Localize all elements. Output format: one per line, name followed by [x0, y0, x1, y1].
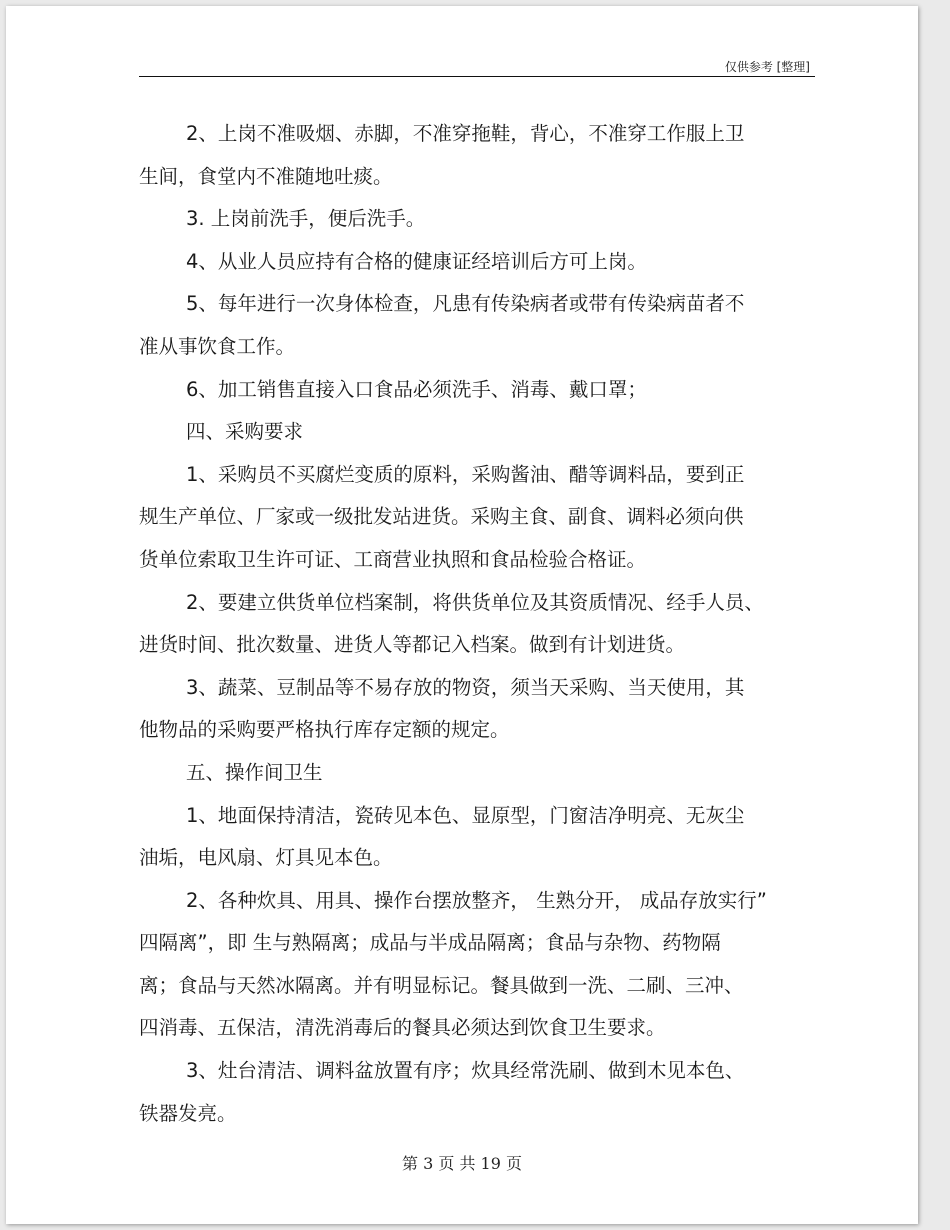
page-number: 第 3 页 共 19 页	[402, 1154, 522, 1173]
text-line: 四隔离”，即 生与熟隔离；成品与半成品隔离；食品与杂物、药物隔	[139, 931, 721, 955]
text-line: 5、每年进行一次身体检查，凡患有传染病者或带有传染病苗者不	[186, 292, 745, 316]
text-line: 4、从业人员应持有合格的健康证经培训后方可上岗。	[186, 249, 647, 273]
text-line: 1、地面保持清洁，瓷砖见本色、显原型，门窗洁净明亮、无灰尘	[186, 803, 745, 827]
text-line: 五、操作间卫生	[186, 760, 323, 784]
text-line: 2、要建立供货单位档案制，将供货单位及其资质情况、经手人员、	[186, 590, 764, 614]
document-page	[6, 6, 918, 1224]
header-divider	[139, 76, 815, 77]
text-line: 2、上岗不准吸烟、赤脚，不准穿拖鞋，背心，不准穿工作服上卫	[186, 122, 745, 145]
text-line: 生间，食堂内不准随地吐痰。	[139, 164, 393, 188]
text-line: 3. 上岗前洗手，便后洗手。	[186, 207, 426, 231]
text-line: 铁器发亮。	[139, 1101, 237, 1125]
text-line: 进货时间、批次数量、进货人等都记入档案。做到有计划进货。	[139, 633, 686, 657]
text-line: 规生产单位、厂家或一级批发站进货。采购主食、副食、调料必须向供	[139, 505, 744, 529]
text-line: 3、灶台清洁、调料盆放置有序；炊具经常洗刷、做到木见本色、	[186, 1059, 745, 1083]
text-line: 货单位索取卫生许可证、工商营业执照和食品检验合格证。	[139, 547, 647, 571]
text-line: 四、采购要求	[186, 420, 304, 444]
text-line: 2、各种炊具、用具、操作台摆放整齐， 生熟分开， 成品存放实行”	[186, 888, 767, 912]
text-line: 四消毒、五保洁，清洗消毒后的餐具必须达到饮食卫生要求。	[139, 1016, 666, 1040]
text-line: 3、蔬菜、豆制品等不易存放的物资，须当天采购、当天使用，其	[186, 675, 745, 699]
text-line: 离；食品与天然冰隔离。并有明显标记。餐具做到一洗、二刷、三冲、	[139, 973, 744, 997]
text-line: 1、采购员不买腐烂变质的原料，采购酱油、醋等调料品，要到正	[186, 462, 745, 486]
document-body	[139, 113, 789, 1135]
text-line: 准从事饮食工作。	[139, 334, 296, 358]
text-line: 6、加工销售直接入口食品必须洗手、消毒、戴口罩；	[186, 377, 647, 401]
text-line: 油垢，电风扇、灯具见本色。	[139, 846, 393, 870]
header-label: 仅供参考 [整理]	[724, 60, 810, 74]
text-line: 他物品的采购要严格执行库存定额的规定。	[139, 718, 510, 742]
